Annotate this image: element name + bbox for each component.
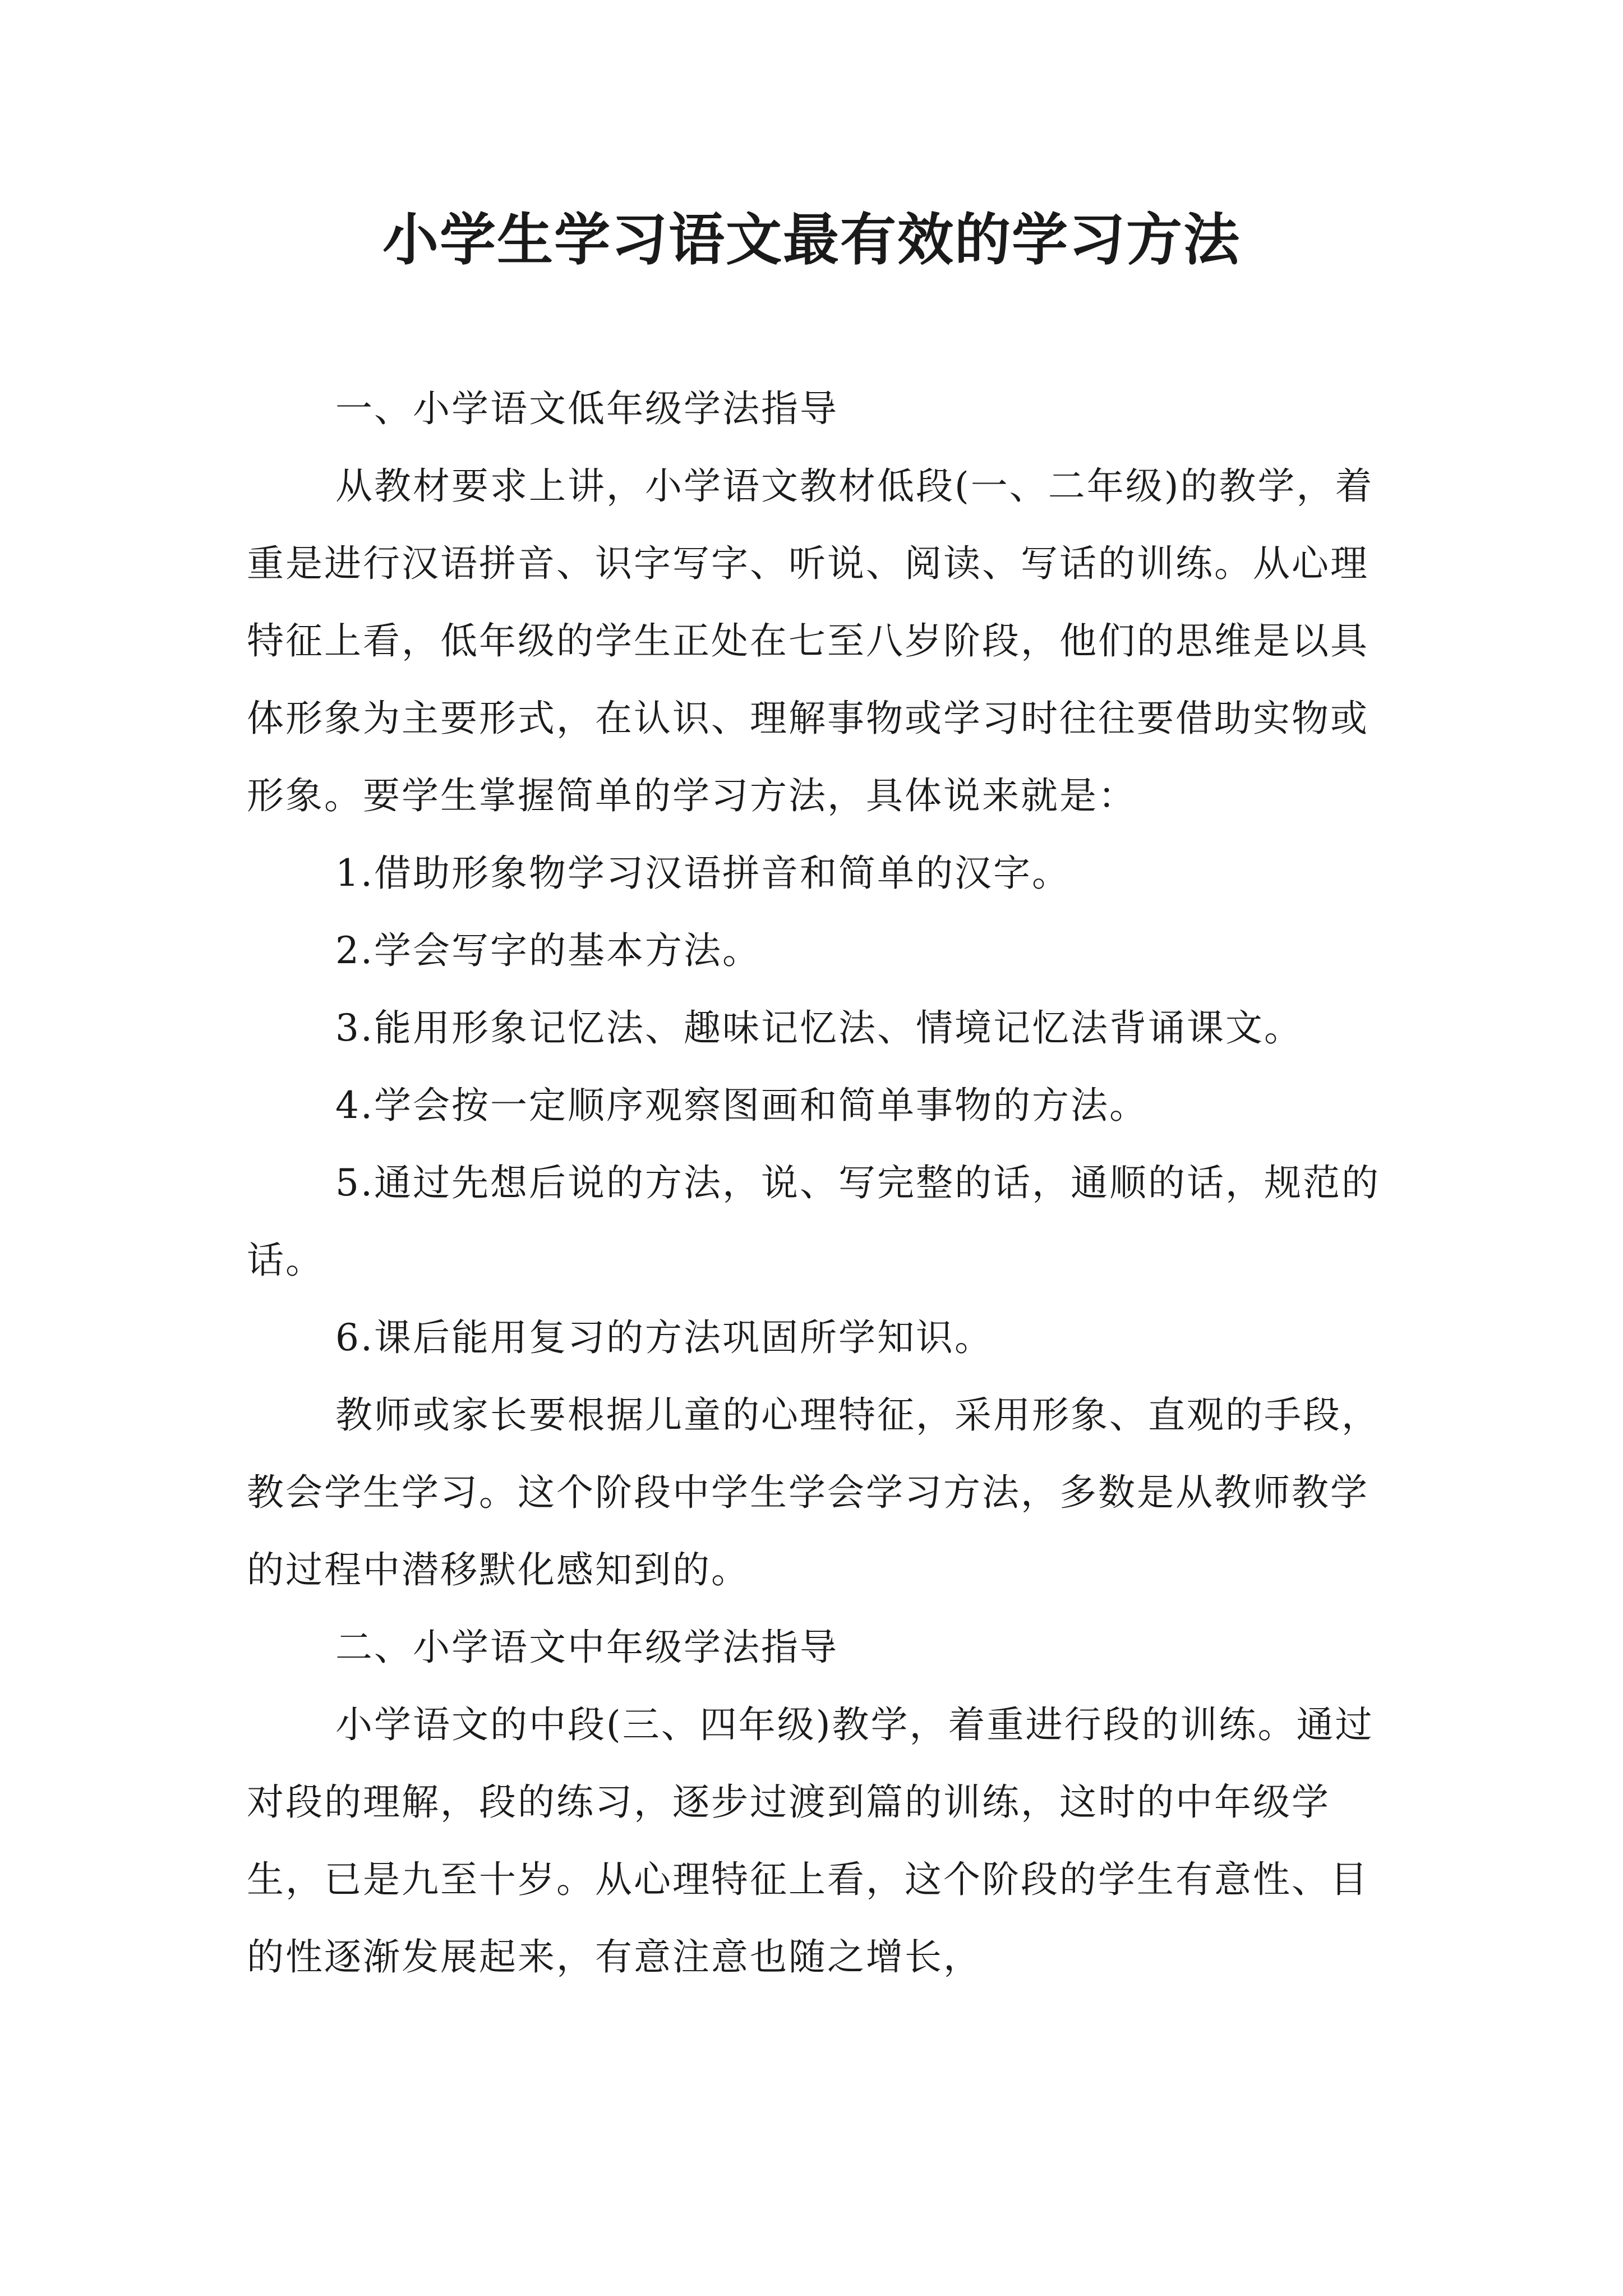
section-heading-mid-grade: 二、小学语文中年级学法指导 (335, 1626, 838, 1669)
section-heading-low-grade: 一、小学语文低年级学法指导 (335, 387, 838, 430)
list-item: 3.能用形象记忆法、趣味记忆法、情境记忆法背诵课文。 (335, 1006, 1303, 1050)
paragraph: 小学语文的中段(三、四年级)教学，着重进行段的训练。通过对段的理解，段的练习，逐步过渡到篇的训练，这时的中年级学生，已是九至十岁。从心理特征上看，这个阶段的学生有意性、目的性逐渐发展起来，有意注意也随之增长， (247, 1703, 1374, 1978)
list-item: 1.借助形象物学习汉语拼音和简单的汉字。 (335, 852, 1071, 895)
list-item: 5.通过先想后说的方法，说、写完整的话，通顺的话，规范的话。 (247, 1161, 1380, 1282)
list-item: 2.学会写字的基本方法。 (335, 929, 761, 972)
list-item: 6.课后能用复习的方法巩固所学知识。 (335, 1316, 993, 1359)
list-item: 4.学会按一定顺序观察图画和简单事物的方法。 (335, 1084, 1148, 1127)
document-body (247, 370, 1391, 1996)
paragraph: 教师或家长要根据儿童的心理特征，采用形象、直观的手段，教会学生学习。这个阶段中学生学会学习方法，多数是从教师教学的过程中潜移默化感知到的。 (247, 1393, 1380, 1591)
document-title: 小学生学习语文最有效的学习方法 (382, 206, 1241, 273)
paragraph: 从教材要求上讲，小学语文教材低段(一、二年级)的教学，着重是进行汉语拼音、识字写字、听说、阅读、写话的训练。从心理特征上看，低年级的学生正处在七至八岁阶段，他们的思维是以具体形象为主要形式，在认识、理解事物或学习时往往要借助实物或形象。要学生掌握简单的学习方法，具体说来就是： (247, 464, 1374, 817)
